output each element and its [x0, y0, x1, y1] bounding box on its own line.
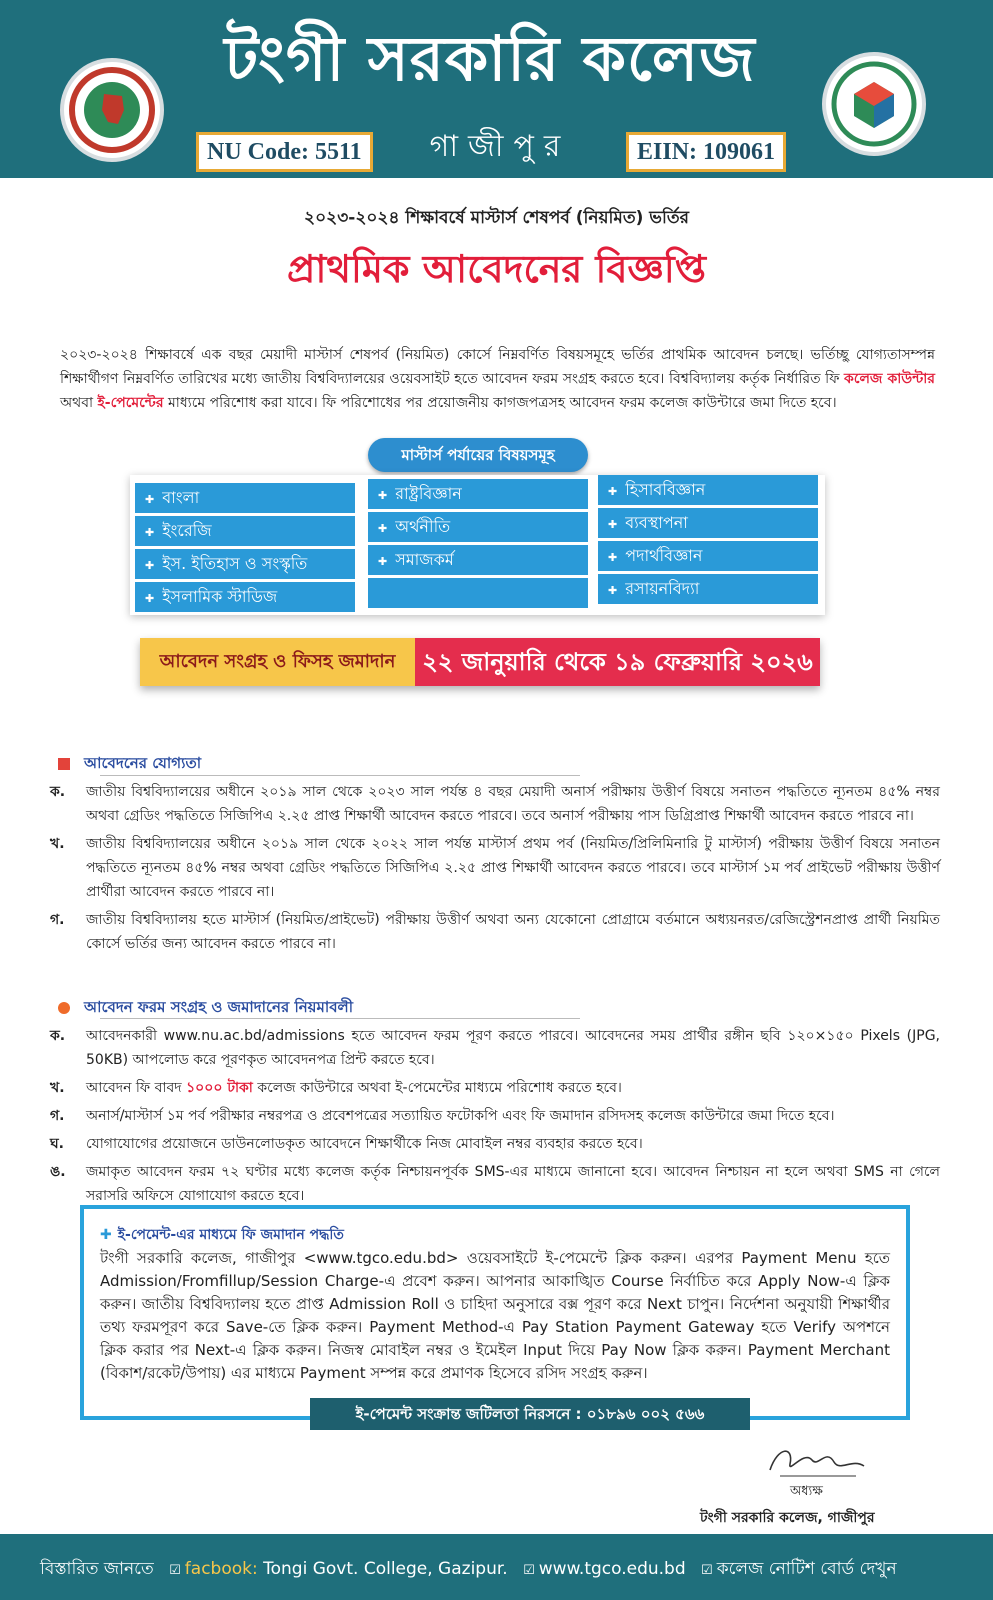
epayment-instructions: টংগী সরকারি কলেজ, গাজীপুর <www.tgco.edu.bd> ওয়েবসাইটে ই-পেমেন্টে ক্লিক করুন। এরপর Payment Menu হতে Admission/Fromfillup/Session Charge-এ প্রবেশ করুন। আপনার আকাঙ্খিত Course নির্বাচিত করে Apply Now-এ ক্লিক করুন। জাতীয় বিশ্ববিদ্যালয় হতে প্রাপ্ত Admission Roll ও চাহিদা অনুসারে বক্স পূরণ করে Next চাপুন। নির্দেশনা অনুযায়ী শিক্ষার্থীর তথ্য ফরমপূরণ করে Save-তে ক্লিক করুন। Payment Method-এ Pay Station Payment Gateway হতে Verify অপশনে ক্লিক করার পর Next-এ ক্লিক করুন। নিজস্ব মোবাইল নম্বর ও ইমেইল Input দিয়ে Pay Now ক্লিক করুন। Payment Merchant (বিকাশ/রকেট/উপায়) এর মাধ্যমে Payment সম্পন্ন করে প্রমাণক হিসেবে রসিদ সংগ্রহ করুন। — [100, 1249, 890, 1382]
list-item-text: জাতীয় বিশ্ববিদ্যালয়ের অধীনে ২০১৯ সাল থেকে ২০২২ সাল পর্যন্ত মাস্টার্স প্রথম পর্ব (নিয়মিত/প্রিলিমিনারি টু মাস্টার্স) পরীক্ষায় উত্তীর্ণ বিষয়ে সনাতন পদ্ধতিতে ন্যূনতম ৪৫% নম্বর অথবা গ্রেডিং পদ্ধতিতে সিজিপিএ ২.২৫ প্রাপ্ত শিক্ষার্থী আবেদন করতে পারবে। তবে মাস্টার্স ১ম পর্ব প্রাইভেট পরীক্ষায় উত্তীর্ণ প্রার্থীরা আবেদন করতে পারবে না। — [86, 836, 941, 900]
list-item-text: জাতীয় বিশ্ববিদ্যালয়ের অধীনে ২০১৯ সাল থেকে ২০২৩ সাল পর্যন্ত ৪ বছর মেয়াদী অনার্স পরীক্ষায় উত্তীর্ণ বিষয়ে সনাতন পদ্ধতিতে ন্যূনতম ৪৫% নম্বর অথবা গ্রেডিং পদ্ধতিতে সিজিপিএ ২.২৫ প্রাপ্ত শিক্ষার্থী আবেদন করতে পারবে। তবে অনার্স পরীক্ষায় পাস ডিগ্রিপ্রাপ্ত শিক্ষার্থী আবেদন করতে পারবে না। — [86, 784, 940, 824]
subjects-grid — [130, 475, 825, 615]
footer-band — [0, 1534, 993, 1600]
checkbox-icon: ☑ — [523, 1563, 535, 1578]
eligibility-title — [58, 752, 201, 777]
list-item — [50, 1024, 940, 1072]
list-item-text: যোগাযোগের প্রয়োজনে ডাউনলোডকৃত আবেদনে শিক্ষার্থীকে নিজ মোবাইল নম্বর ব্যবহার করতে হবে। — [86, 1136, 643, 1152]
list-marker: ক. — [50, 1028, 66, 1044]
list-marker: গ. — [50, 1108, 65, 1124]
list-item — [50, 1160, 940, 1208]
college-city: গাজীপুর — [429, 129, 571, 164]
notice-subheading: ২০২৩-২০২৪ শিক্ষাবর্ষে মাস্টার্স শেষপর্ব (নিয়মিত) ভর্তির — [304, 208, 689, 228]
subject-item: ✚ সমাজকর্ম — [368, 545, 588, 575]
footer-prefix: বিস্তারিত জানতে — [40, 1559, 154, 1579]
deadline-banner — [140, 638, 820, 686]
deadline-range: ২২ জানুয়ারি থেকে ১৯ ফেব্রুয়ারি ২০২৬ — [415, 638, 820, 686]
list-item — [50, 908, 940, 956]
subjects-title: মাস্টার্স পর্যায়ের বিষয়সমূহ — [368, 438, 588, 472]
notice-board-text: কলেজ নোটিশ বোর্ড দেখুন — [716, 1559, 897, 1579]
list-marker: ঙ. — [50, 1164, 66, 1180]
notice-heading: প্রাথমিক আবেদনের বিজ্ঞপ্তি — [286, 247, 707, 291]
intro-highlight-counter: কলেজ কাউন্টার — [844, 371, 935, 387]
header-band — [0, 0, 993, 178]
list-marker: খ. — [50, 1080, 65, 1096]
epayment-helpline: ই-পেমেন্ট সংক্রান্ত জটিলতা নিরসনে : ০১৮৯৬ ০০২ ৫৬৬ — [310, 1398, 750, 1430]
square-bullet-icon — [58, 758, 70, 770]
application-fee: ১০০০ টাকা — [186, 1080, 253, 1096]
list-item — [50, 780, 940, 828]
subjects-column-1 — [135, 483, 355, 615]
subject-item: ✚ ইসলামিক স্টাডিজ — [135, 582, 355, 612]
list-item-text: জমাকৃত আবেদন ফরম ৭২ ঘণ্টার মধ্যে কলেজ কর্তৃক নিশ্চায়নপূর্বক SMS-এর মাধ্যমে জানানো হবে। আবেদন নিশ্চায়ন না হলে অথবা SMS না গেলে সরাসরি অফিসে যোগাযোগ করতে হবে। — [86, 1164, 940, 1204]
checkbox-icon: ☑ — [169, 1563, 181, 1578]
deadline-label: আবেদন সংগ্রহ ও ফিসহ জমাদান — [140, 638, 415, 686]
intro-text: অথবা — [60, 395, 94, 411]
list-item — [50, 832, 940, 904]
footer-line — [40, 1556, 897, 1584]
govt-seal-icon — [60, 58, 164, 162]
website-link[interactable]: www.tgco.edu.bd — [538, 1559, 686, 1579]
list-item — [50, 1132, 940, 1156]
subject-item: ✚ ইস. ইতিহাস ও সংস্কৃতি — [135, 549, 355, 579]
epayment-title-text: ই-পেমেন্ট-এর মাধ্যমে ফি জমাদান পদ্ধতি — [117, 1227, 344, 1243]
intro-text: ২০২৩-২০২৪ শিক্ষাবর্ষে এক বছর মেয়াদী মাস্টার্স শেষপর্ব (নিয়মিত) কোর্সে নিম্নবর্ণিত বিষয়সমূহে ভর্তির প্রাথমিক আবেদন চলছে। ভর্তিচ্ছু যোগ্যতাসম্পন্ন শিক্ষার্থীগণ নিম্নবর্ণিত তারিখের মধ্যে জাতীয় বিশ্ববিদ্যালয়ের ওয়েবসাইট হতে আবেদন ফরম সংগ্রহ করতে হবে। বিশ্ববিদ্যালয় কর্তৃক নির্ধারিত ফি — [60, 347, 935, 387]
eiin-badge: EIIN: 109061 — [626, 132, 786, 172]
divider — [100, 775, 580, 776]
eligibility-title-text: আবেদনের যোগ্যতা — [84, 754, 202, 772]
list-item-text: অনার্স/মাস্টার্স ১ম পর্ব পরীক্ষার নম্বরপত্র ও প্রবেশপত্রের সত্যায়িত ফটোকপি এবং ফি জমাদান রসিদসহ কলেজ কাউন্টারে জমা দিতে হবে। — [86, 1108, 835, 1124]
intro-paragraph — [60, 343, 935, 415]
list-marker: ক. — [50, 784, 66, 800]
list-item-text: জাতীয় বিশ্ববিদ্যালয় হতে মাস্টার্স (নিয়মিত/প্রাইভেট) পরীক্ষায় উত্তীর্ণ অথবা অন্য যেকোনো প্রোগ্রামে বর্তমানে অধ্যয়নরত/রেজিস্ট্রেশনপ্রাপ্ত প্রার্থী নিয়মিত কোর্সে ভর্তির জন্য আবেদন করতে পারবে না। — [86, 912, 940, 952]
list-item-text: কলেজ কাউন্টারে অথবা ই-পেমেন্টের মাধ্যমে পরিশোধ করতে হবে। — [257, 1080, 622, 1096]
subject-item-empty — [368, 578, 588, 608]
list-item-text: আবেদন ফি বাবদ — [86, 1080, 182, 1096]
subject-item: ✚ বাংলা — [135, 483, 355, 513]
facebook-label: facbook: — [184, 1559, 258, 1579]
subject-item: ✚ পদার্থবিজ্ঞান — [598, 541, 818, 571]
list-item — [50, 1076, 940, 1100]
list-item — [50, 1104, 940, 1128]
subject-item: ✚ রাষ্ট্রবিজ্ঞান — [368, 479, 588, 509]
subjects-column-3 — [598, 475, 818, 607]
plus-icon: ✚ — [100, 1227, 112, 1243]
list-marker: ঘ. — [50, 1136, 64, 1152]
subject-item: ✚ ব্যবস্থাপনা — [598, 508, 818, 538]
intro-text: মাধ্যমে পরিশোধ করা যাবে। ফি পরিশোধের পর প্রয়োজনীয় কাগজপত্রসহ আবেদন ফরম কলেজ কাউন্টারে জমা দিতে হবে। — [167, 395, 837, 411]
divider — [100, 1018, 580, 1019]
subject-item: ✚ ইংরেজি — [135, 516, 355, 546]
epayment-box — [80, 1205, 910, 1420]
college-logo-icon — [822, 52, 926, 156]
rules-title-text: আবেদন ফরম সংগ্রহ ও জমাদানের নিয়মাবলী — [84, 998, 354, 1016]
subject-item: ✚ রসায়নবিদ্যা — [598, 574, 818, 604]
intro-highlight-epayment: ই-পেমেন্টের — [97, 395, 164, 411]
principal-signature — [760, 1440, 870, 1484]
nu-code-badge: NU Code: 5511 — [196, 132, 373, 172]
list-marker: গ. — [50, 912, 65, 928]
list-item-text: আবেদনকারী www.nu.ac.bd/admissions হতে আবেদন ফরম পূরণ করতে পারবে। আবেদনের সময় প্রার্থীর রঙ্গীন ছবি ১২০×১৫০ Pixels (JPG, 50KB) আপলোড করে পূরণকৃত আবেদনপত্র প্রিন্ট করতে হবে। — [86, 1028, 940, 1068]
rules-list — [50, 1024, 940, 1212]
signatory-college: টংগী সরকারি কলেজ, গাজীপুর — [700, 1510, 875, 1526]
list-marker: খ. — [50, 836, 65, 852]
subjects-column-2 — [368, 479, 588, 611]
facebook-page-link[interactable]: Tongi Govt. College, Gazipur. — [263, 1559, 508, 1579]
eligibility-list — [50, 780, 940, 960]
subject-item: ✚ অর্থনীতি — [368, 512, 588, 542]
signatory-title: অধ্যক্ষ — [790, 1484, 823, 1499]
circle-bullet-icon — [58, 1002, 70, 1014]
subject-item: ✚ হিসাববিজ্ঞান — [598, 475, 818, 505]
epayment-title — [100, 1223, 344, 1247]
college-name: টংগী সরকারি কলেজ — [224, 22, 756, 95]
checkbox-icon: ☑ — [701, 1563, 713, 1578]
